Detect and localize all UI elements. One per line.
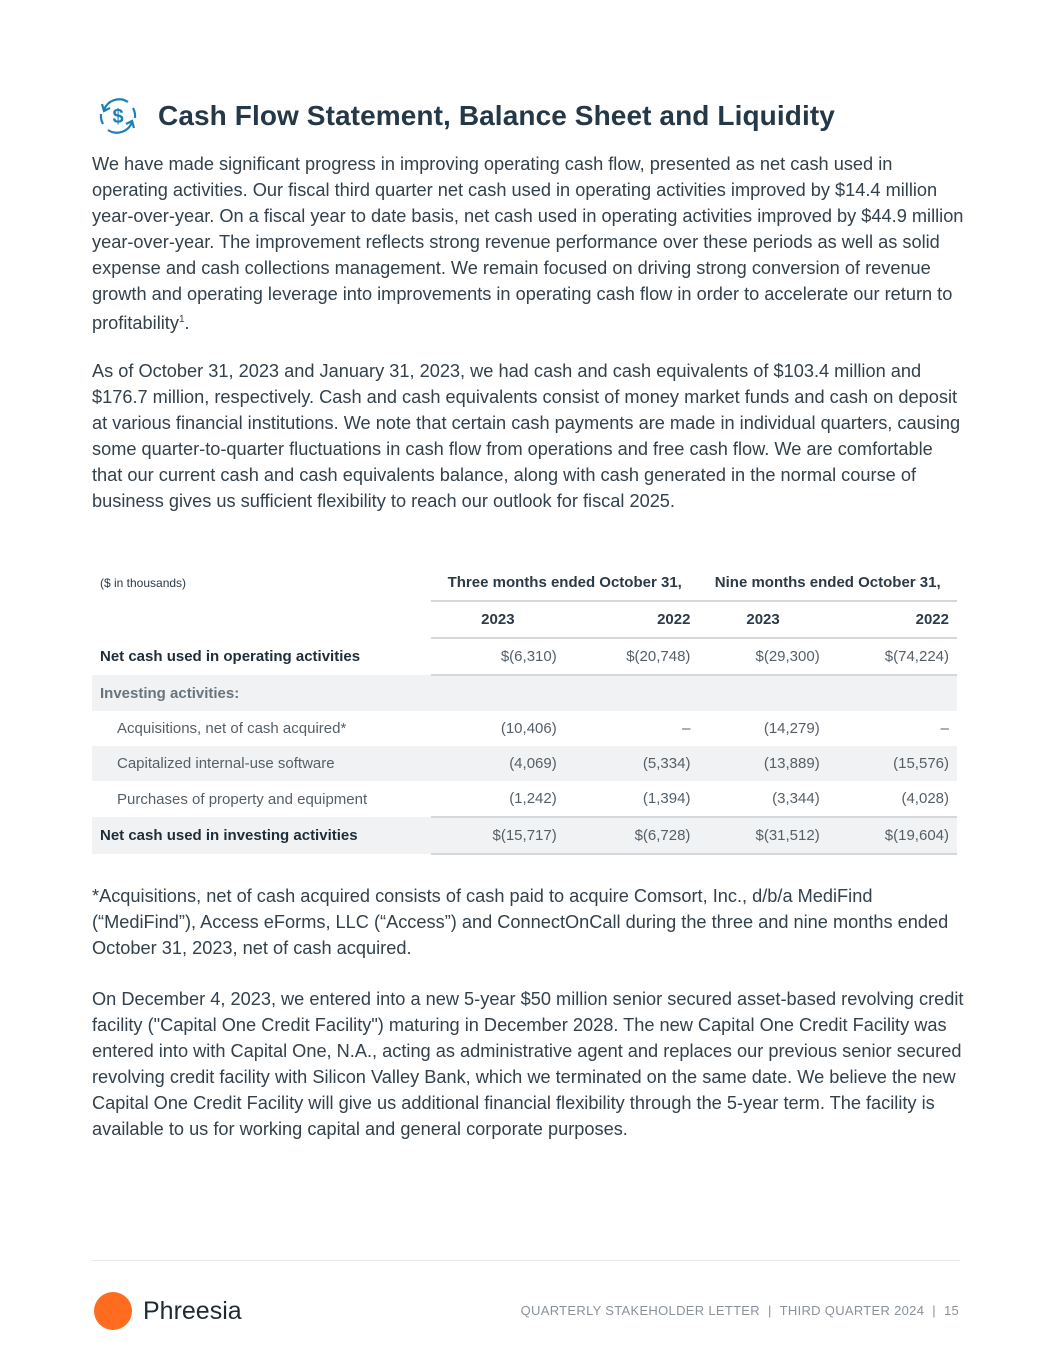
brand-name: Phreesia [143, 1296, 242, 1325]
row-label: Investing activities: [92, 675, 431, 711]
cell: $(31,512) [698, 817, 827, 854]
cell: (1,394) [642, 790, 691, 807]
row-label: Net cash used in investing activities [92, 817, 431, 854]
row-label: Net cash used in operating activities [100, 648, 361, 665]
paragraph-cash-equivalents: As of October 31, 2023 and January 31, 2023, we had cash and cash equivalents of $103.4 million and $176.7 million, respectively. Cash and cash equivalents consist of money market funds and cash on deposit at various financial institutions. We note that certain cash payments are made in individual quarters, causing some quarter-to-quarter fluctuations in cash flow from operations and free cash flow. We are comfortable that our current cash and cash equivalents balance, along with cash generated in the normal course of business gives us sufficient flexibility to reach our outlook for fiscal 2025. [92, 361, 961, 511]
cell: (3,344) [772, 790, 820, 807]
period-header: Nine months ended October 31, [698, 565, 957, 601]
row-label: Purchases of property and equipment [117, 790, 368, 808]
units-label: ($ in thousands) [100, 576, 187, 590]
cell: – [682, 720, 691, 737]
cell: (15,576) [828, 746, 957, 781]
cell: (13,889) [698, 746, 827, 781]
cell: (10,406) [500, 720, 557, 737]
cell: $(74,224) [884, 648, 949, 665]
footer-divider [92, 1260, 960, 1261]
table-header-years [92, 601, 957, 638]
cell: (1,242) [509, 790, 557, 807]
cell: $(20,748) [626, 648, 691, 665]
phreesia-logo [94, 1292, 242, 1330]
cell: $(29,300) [755, 648, 820, 665]
table-row [92, 638, 957, 675]
dollar-cycle-icon [94, 92, 142, 140]
svg-text:$: $ [112, 106, 124, 128]
row-label: Capitalized internal-use software [92, 746, 431, 781]
cell: $(6,310) [500, 648, 557, 665]
document-name: QUARTERLY STAKEHOLDER LETTER [520, 1303, 760, 1318]
cell: $(6,728) [565, 817, 699, 854]
paragraph-acquisitions-note: *Acquisitions, net of cash acquired consists of cash paid to acquire Comsort, Inc., d/b/a MediFind (“MediFind”), Access eForms, LLC (“Access”) and ConnectOnCall during the three and nine months ended October 31, 2023, net of cash acquired. [92, 886, 949, 958]
year-header: 2023 [698, 601, 827, 638]
table-row [92, 711, 957, 746]
cell: (14,279) [763, 720, 820, 737]
cell: $(19,604) [828, 817, 957, 854]
table-row [92, 817, 957, 854]
cell: (5,334) [565, 746, 699, 781]
table-row [92, 781, 957, 817]
cell: – [940, 720, 949, 737]
cell: (4,069) [431, 746, 565, 781]
page-title: Cash Flow Statement, Balance Sheet and Liquidity [158, 100, 835, 131]
table-row [92, 675, 957, 711]
logo-dot-icon [94, 1292, 132, 1330]
row-label: Acquisitions, net of cash acquired* [117, 720, 347, 737]
paragraph-credit-facility: On December 4, 2023, we entered into a new 5-year $50 million senior secured asset-based revolving credit facility ("Capital One Credit Facility") maturing in December 2028. The new Capital One Credit Facility was entered into with Capital One, N.A., acting as administrative agent and replaces our previous senior secured revolving credit facility with Silicon Valley Bank, which we terminated on the same date. We believe the new Capital One Credit Facility will give us additional financial flexibility through the 5-year term. The facility is available to us for working capital and general corporate purposes. [92, 989, 964, 1139]
table-row [92, 746, 957, 781]
year-header: 2022 [828, 601, 957, 638]
page-number: 15 [943, 1303, 959, 1318]
cash-flow-table [92, 565, 957, 855]
section-header [94, 92, 835, 140]
footer-info: QUARTERLY STAKEHOLDER LETTER | THIRD QUARTER 2024 | 15 [520, 1303, 959, 1318]
cell: $(15,717) [431, 817, 565, 854]
table-header-periods [92, 565, 957, 601]
document-period: THIRD QUARTER 2024 [779, 1303, 925, 1318]
paragraph-operating-cash: We have made significant progress in improving operating cash flow, presented as net cash used in operating activities. Our fiscal third quarter net cash used in operating activities improved by $14.4 million year-over-year. On a fiscal year to date basis, net cash used in operating activities improved by $44.9 million year-over-year. The improvement reflects strong revenue performance over these periods as well as solid expense and cash collections management. We remain focused on driving strong conversion of revenue growth and operating leverage into improvements in operating cash flow in order to accelerate our return to profitability$^1$. [92, 154, 964, 334]
period-header: Three months ended October 31, [431, 565, 698, 601]
year-header: 2022 [565, 601, 699, 638]
year-header: 2023 [431, 601, 565, 638]
cell: (4,028) [901, 790, 949, 807]
